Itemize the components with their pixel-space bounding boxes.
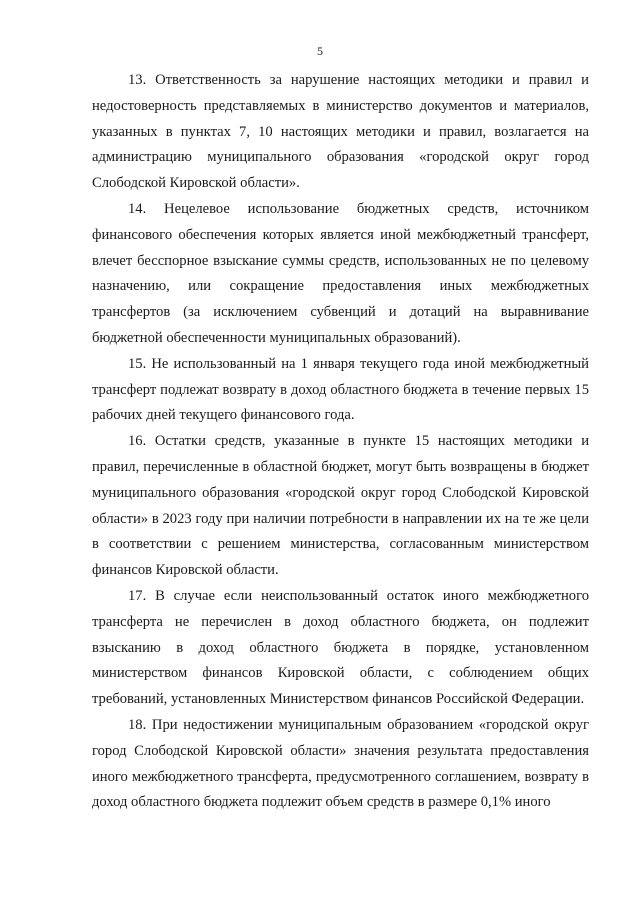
paragraph-14: 14. Нецелевое использование бюджетных средств, источником финансового обеспечения которых является иной межбюджетный трансферт, влечет бесспорное взыскание суммы средств, использованных не по целевому назначению, или сокращение предоставления иных межбюджетных трансфертов (за исключением субвенций и дотаций на выравнивание бюджетной обеспеченности муниципальных образований).	[92, 200, 589, 346]
document-body	[92, 68, 589, 816]
page-number: 5	[317, 44, 323, 58]
paragraph-17: 17. В случае если неиспользованный остаток иного межбюджетного трансферта не перечислен в доход областного бюджета, он подлежит взысканию в доход областного бюджета в порядке, установленном министерством финансов Кировской области, с соблюдением общих требований, установленных Министерством финансов Российской Федерации.	[92, 587, 589, 708]
paragraph-15: 15. Не использованный на 1 января текущего года иной межбюджетный трансферт подлежат возврату в доход областного бюджета в течение первых 15 рабочих дней текущего финансового года.	[92, 355, 589, 424]
paragraph-18: 18. При недостижении муниципальным образованием «городской округ город Слободской Кировской области» значения результата предоставления иного межбюджетного трансферта, предусмотренного соглашением, возврату в доход областного бюджета подлежит объем средств в размере 0,1% иного	[92, 716, 589, 811]
paragraph-13: 13. Ответственность за нарушение настоящих методики и правил и недостоверность представляемых в министерство документов и материалов, указанных в пунктах 7, 10 настоящих методики и правил, возлагается на администрацию муниципального образования «городской округ город Слободской Кировской области».	[92, 72, 589, 192]
paragraph-16: 16. Остатки средств, указанные в пункте 15 настоящих методики и правил, перечисленные в областной бюджет, могут быть возвращены в бюджет муниципального образования «городской округ город Слободской Кировской области» в 2023 году при наличии потребности в направлении их на те же цели в соответствии с решением министерства, согласованным министерством финансов Кировской области.	[92, 433, 589, 579]
